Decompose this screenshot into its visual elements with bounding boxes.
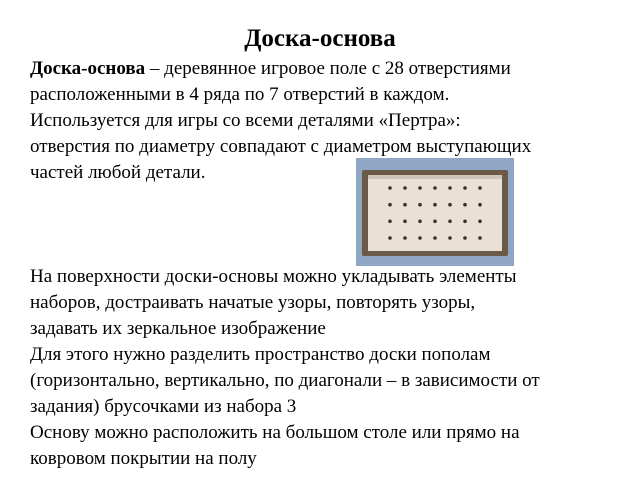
body-line-3: задавать их зеркальное изображение (30, 318, 326, 339)
board-hole (403, 220, 407, 224)
body-line-2: наборов, достраивать начатые узоры, повторять узоры, (30, 292, 476, 313)
board-hole (478, 203, 482, 207)
board-hole (403, 203, 407, 207)
board-hole (478, 220, 482, 224)
body-line-4: Для этого нужно разделить пространство доски пополам (30, 344, 491, 365)
board-hole (448, 203, 452, 207)
board-hole (433, 186, 437, 190)
board-hole (448, 186, 452, 190)
intro-line-5: частей любой детали. (30, 162, 206, 183)
board-hole (418, 186, 422, 190)
board-hole (388, 203, 392, 207)
intro-line-2: расположенными в 4 ряда по 7 отверстий в каждом. (30, 84, 450, 105)
board-hole (448, 236, 452, 240)
board-photo (356, 158, 514, 266)
board-hole (418, 236, 422, 240)
slide-title: Доска-основа (244, 25, 396, 52)
intro-line-1 (30, 56, 531, 82)
board-hole (433, 203, 437, 207)
body-line-5: (горизонтально, вертикально, по диагонали – в зависимости от (30, 370, 540, 391)
board-hole (448, 220, 452, 224)
board-illustration (356, 158, 514, 266)
board-hole (463, 220, 467, 224)
board-hole (478, 236, 482, 240)
board-hole (463, 203, 467, 207)
board-hole (403, 236, 407, 240)
board-hole (388, 220, 392, 224)
board-hole (463, 236, 467, 240)
body-line-6: задания) брусочками из набора 3 (30, 396, 297, 417)
board-hole (433, 236, 437, 240)
body-line-8: ковровом покрытии на полу (30, 448, 257, 469)
board-hole (388, 186, 392, 190)
intro-line-1-text: – деревянное игровое поле с 28 отверстиями (145, 58, 511, 79)
board-hole (463, 186, 467, 190)
board-hole (433, 220, 437, 224)
board-inner-edge (368, 175, 502, 179)
body-paragraph (30, 264, 540, 472)
body-line-1: На поверхности доски-основы можно укладывать элементы (30, 266, 517, 287)
board-hole (418, 203, 422, 207)
body-line-7: Основу можно расположить на большом столе или прямо на (30, 422, 520, 443)
board-hole (478, 186, 482, 190)
board-hole (418, 220, 422, 224)
intro-line-4: отверстия по диаметру совпадают с диаметром выступающих (30, 136, 532, 157)
intro-line-3: Используется для игры со всеми деталями «Пертра»: (30, 110, 461, 131)
intro-term: Доска-основа (30, 58, 146, 79)
board-hole (388, 236, 392, 240)
board-hole (403, 186, 407, 190)
